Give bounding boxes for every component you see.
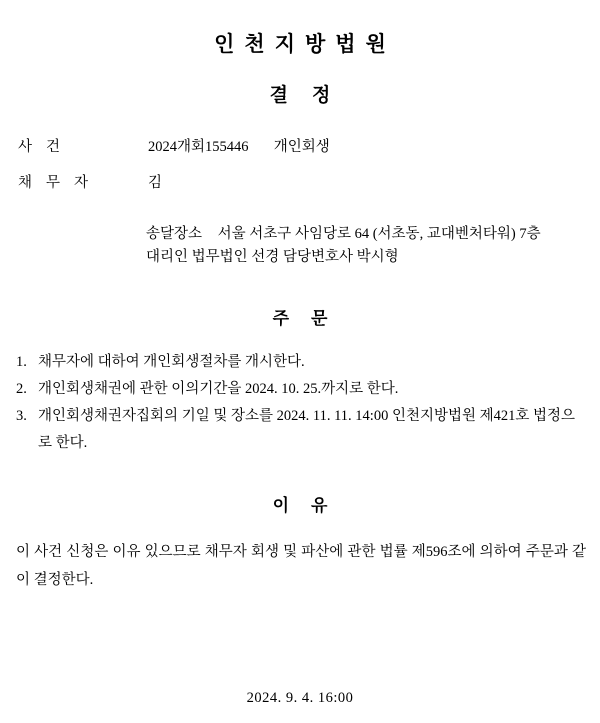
list-item-number: 3. [16,407,27,424]
decision-date: 2024. 9. 4. 16:00 [246,690,354,706]
field-row-case [14,137,586,159]
list-item [14,376,586,403]
order-heading: 주문 [272,309,350,329]
list-item-number: 2. [16,381,27,398]
service-address-line [146,223,586,247]
court-title: 인천지방법원 [214,32,396,56]
list-item [14,403,586,457]
service-address-block [146,223,586,271]
case-type: 개인회생 [273,139,330,155]
reason-heading: 이유 [272,495,350,515]
case-fields [14,137,586,195]
order-list [14,349,586,456]
service-address-value: 서울 서초구 사임당로 64 (서초동, 교대벤처타워) 7층 [217,225,541,242]
list-item-number: 1. [16,354,27,371]
document-type-heading: 결정 [269,85,355,106]
list-item-text: 개인회생채권자집회의 기일 및 장소를 2024. 11. 11. 14:00 인천지방법원 제421호 법정으로 한다. [38,407,576,451]
representative-line: 대리인 법무법인 선경 담당변호사 박시형 [146,249,399,266]
list-item-text: 개인회생채권에 관한 이의기간을 2024. 10. 25.까지로 한다. [38,381,399,398]
service-address-label: 송달장소 [146,225,203,242]
field-value-debtor: 김 [148,174,163,191]
list-item-text: 채무자에 대하여 개인회생절차를 개시한다. [38,354,305,371]
reason-body: 이 사건 신청은 이유 있으므로 채무자 회생 및 파산에 관한 법률 제596조에 의하여 주문과 같이 결정한다. [16,543,586,588]
document-page [0,28,600,723]
list-item [14,349,586,376]
field-row-debtor [14,173,586,195]
field-label-case: 사건 [18,139,75,155]
field-label-debtor: 채무자 [18,174,103,191]
field-value-case [148,137,586,159]
case-number: 2024개회155446 [148,139,249,155]
